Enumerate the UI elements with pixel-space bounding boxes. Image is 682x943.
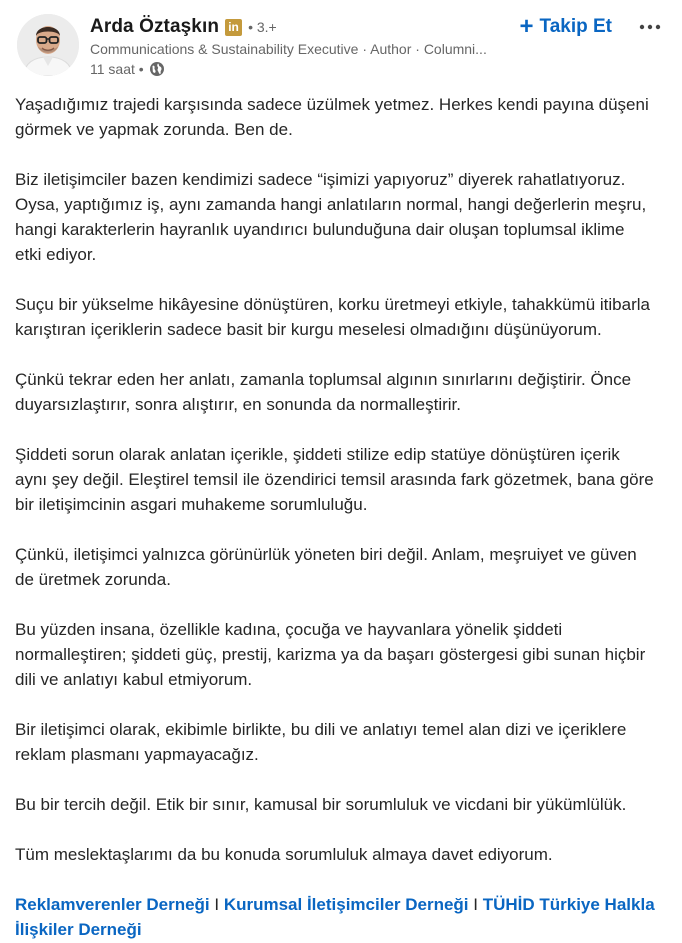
author-name-row: [90, 14, 520, 40]
follow-button[interactable]: [519, 14, 612, 40]
author-avatar[interactable]: [17, 14, 79, 76]
post-paragraph: Suçu bir yükselme hikâyesine dönüştüren, korku üretmeyi etkiyle, tahakkümü itibarla karıştıran içeriklerin sadece basit bir kurgu meselesi olmadığını düşünüyorum.: [15, 295, 650, 339]
more-horizontal-icon: [639, 24, 661, 30]
post-header: [17, 14, 670, 84]
author-meta: [90, 14, 520, 78]
follow-label: Takip Et: [539, 16, 612, 37]
post-paragraph: Çünkü tekrar eden her anlatı, zamanla toplumsal algının sınırlarını değiştirir. Önce duyarsızlaştırır, sonra alıştırır, en sonunda da normalleştirir.: [15, 370, 632, 414]
post-paragraph: Bir iletişimci olarak, ekibimle birlikte, bu dili ve anlatıyı temel alan dizi ve içeriklere reklam plasmanı yapmayacağız.: [15, 720, 627, 764]
author-name[interactable]: Arda Öztaşkın: [90, 16, 220, 37]
post-paragraph: Çünkü, iletişimci yalnızca görünürlük yöneten biri değil. Anlam, meşruiyet ve güven de üretmek zorunda.: [15, 545, 637, 589]
mention-separator: I: [209, 895, 224, 914]
post-paragraph: Biz iletişimciler bazen kendimizi sadece “işimizi yapıyoruz” diyerek rahatlatıyoruz. Oysa, yaptığımız iş, aynı zamanda hangi anlatıların normal, hangi değerlerin meşru, hangi karakterlerin hayranlık uyandırıcı bulunduğuna dair oluşan toplumsal iklime etki ediyor.: [15, 170, 647, 264]
mention-link-tuhid[interactable]: TÜHİD Türkiye Halkla İlişkiler Derneği: [15, 895, 655, 939]
mention-link-kurumsal-iletisimciler[interactable]: Kurumsal İletişimciler Derneği: [223, 895, 469, 914]
plus-icon: +: [519, 13, 534, 40]
post-time-row: [90, 60, 520, 78]
more-options-button[interactable]: [634, 14, 666, 40]
post-paragraph: Yaşadığımız trajedi karşısında sadece üzülmek yetmez. Herkes kendi payına düşeni görmek ve yapmak zorunda. Ben de.: [15, 95, 649, 139]
post-body: [15, 92, 655, 943]
post-paragraph: Bu yüzden insana, özellikle kadına, çocuğa ve hayvanlara yönelik şiddeti normalleştiren; şiddeti güç, prestij, karizma ya da başarı göstergesi gibi sunan hiçbir dili ve anlatıyı kabul etmiyorum.: [15, 620, 646, 689]
post-paragraph: Şiddeti sorun olarak anlatan içerikle, şiddeti stilize edip statüye dönüştüren içerik aynı şey değil. Eleştirel temsil ile özendirici temsil arasında fark gözetmek, bana göre bir iletişimcinin asgari muhakeme sorumluluğu.: [15, 445, 654, 514]
mention-separator: I: [468, 895, 483, 914]
avatar-photo: [17, 14, 79, 76]
post-timestamp[interactable]: 11 saat •: [90, 61, 144, 77]
linkedin-premium-icon: in: [225, 19, 242, 36]
author-headline[interactable]: Communications & Sustainability Executive · Author · Columni...: [90, 41, 487, 57]
mentioned-organizations: [15, 892, 655, 942]
post-paragraph: Tüm meslektaşlarımı da bu konuda sorumluluk almaya davet ediyorum.: [15, 845, 553, 864]
post-paragraph: Bu bir tercih değil. Etik bir sınır, kamusal bir sorumluluk ve vicdani bir yükümlülük.: [15, 795, 627, 814]
globe-icon: [149, 61, 165, 77]
mention-link-reklamverenler[interactable]: Reklamverenler Derneği: [15, 895, 210, 914]
connection-degree: • 3.+: [248, 19, 277, 35]
